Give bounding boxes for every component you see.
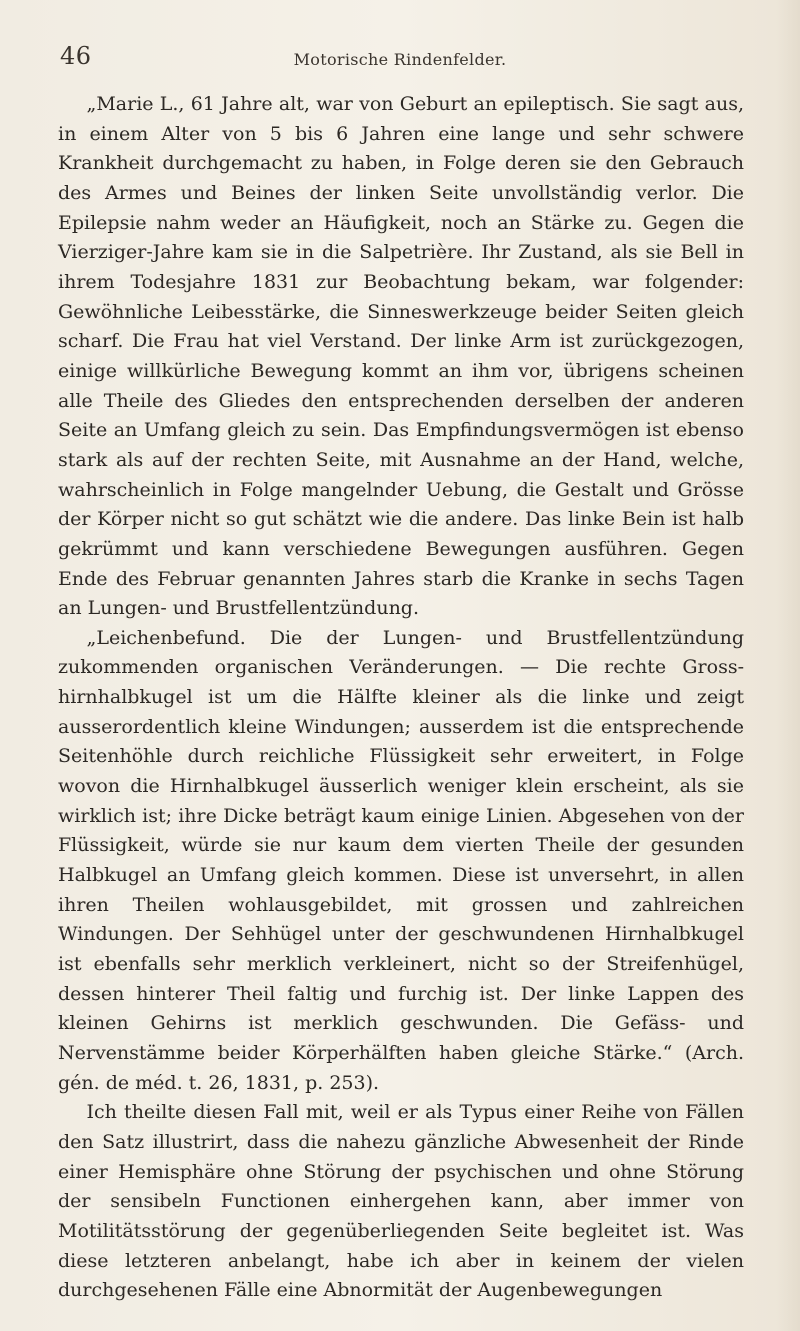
- body-text: [58, 90, 744, 1306]
- paragraph-case-report: „Marie L., 61 Jahre alt, war von Geburt an epileptisch. Sie sagt aus, in einem Alter von 5 bis 6 Jahren eine lange und sehr schwere Krankheit durchgemacht zu haben, in Folge deren sie den Gebrauch des Armes und Beines der linken Seite unvollständig verlor. Die Epilepsie nahm weder an Häufigkeit, noch an Stärke zu. Gegen die Vierziger-Jahre kam sie in die Salpetrière. Ihr Zustand, als sie Bell in ihrem Todesjahre 1831 zur Beobachtung bekam, war folgender: Gewöhnliche Leibesstärke, die Sinneswerkzeuge beider Seiten gleich scharf. Die Frau hat viel Verstand. Der linke Arm ist zurückgezogen, einige willkürliche Bewegung kommt an ihm vor, übrigens scheinen alle Theile des Gliedes den entsprechenden derselben der anderen Seite an Umfang gleich zu sein. Das Empfindungsvermögen ist ebenso stark als auf der rechten Seite, mit Ausnahme an der Hand, welche, wahrscheinlich in Folge mangelnder Uebung, die Gestalt und Grösse der Körper nicht so gut schätzt wie die andere. Das linke Bein ist halb gekrümmt und kann verschiedene Bewegungen ausführen. Gegen Ende des Februar genannten Jahres starb die Kranke in sechs Tagen an Lungen- und Brustfellentzündung.: [58, 93, 744, 620]
- page-header: [60, 42, 740, 76]
- running-title: Motorische Rindenfelder.: [293, 50, 507, 69]
- paragraph-commentary: Ich theilte diesen Fall mit, weil er als Typus einer Reihe von Fällen den Satz illustrirt, dass die nahezu gänzliche Abwesenheit der Rinde einer Hemisphäre ohne Störung der psychischen und ohne Störung der sensibeln Functionen einhergehen kann, aber immer von Motilitätsstörung der gegenüberliegenden Seite begleitet ist. Was diese letzteren anbelangt, habe ich aber in keinem der vielen durchgesehenen Fälle eine Abnormität der Augenbewegungen: [58, 1101, 744, 1302]
- paragraph-autopsy-findings: „Leichenbefund. Die der Lungen- und Brustfellentzündung zukommenden organischen Veränderungen. — Die rechte Grosshirnhalbkugel ist um die Hälfte kleiner als die linke und zeigt ausserordentlich kleine Windungen; ausserdem ist die entsprechende Seitenhöhle durch reichliche Flüssigkeit sehr erweitert, in Folge wovon die Hirnhalbkugel äusserlich weniger klein erscheint, als sie wirklich ist; ihre Dicke beträgt kaum einige Linien. Abgesehen von der Flüssigkeit, würde sie nur kaum dem vierten Theile der gesunden Halbkugel an Umfang gleich kommen. Diese ist unversehrt, in allen ihren Theilen wohlausgebildet, mit grossen und zahlreichen Windungen. Der Sehhügel unter der geschwundenen Hirnhalbkugel ist ebenfalls sehr merklich verkleinert, nicht so der Streifenhügel, dessen hinterer Theil faltig und furchig ist. Der linke Lappen des kleinen Gehirns ist merklich geschwunden. Die Gefäss- und Nervenstämme beider Körperhälften haben gleiche Stärke.“ (Arch. gén. de méd. t. 26, 1831, p. 253).: [58, 626, 744, 1094]
- page-number: 46: [60, 42, 92, 70]
